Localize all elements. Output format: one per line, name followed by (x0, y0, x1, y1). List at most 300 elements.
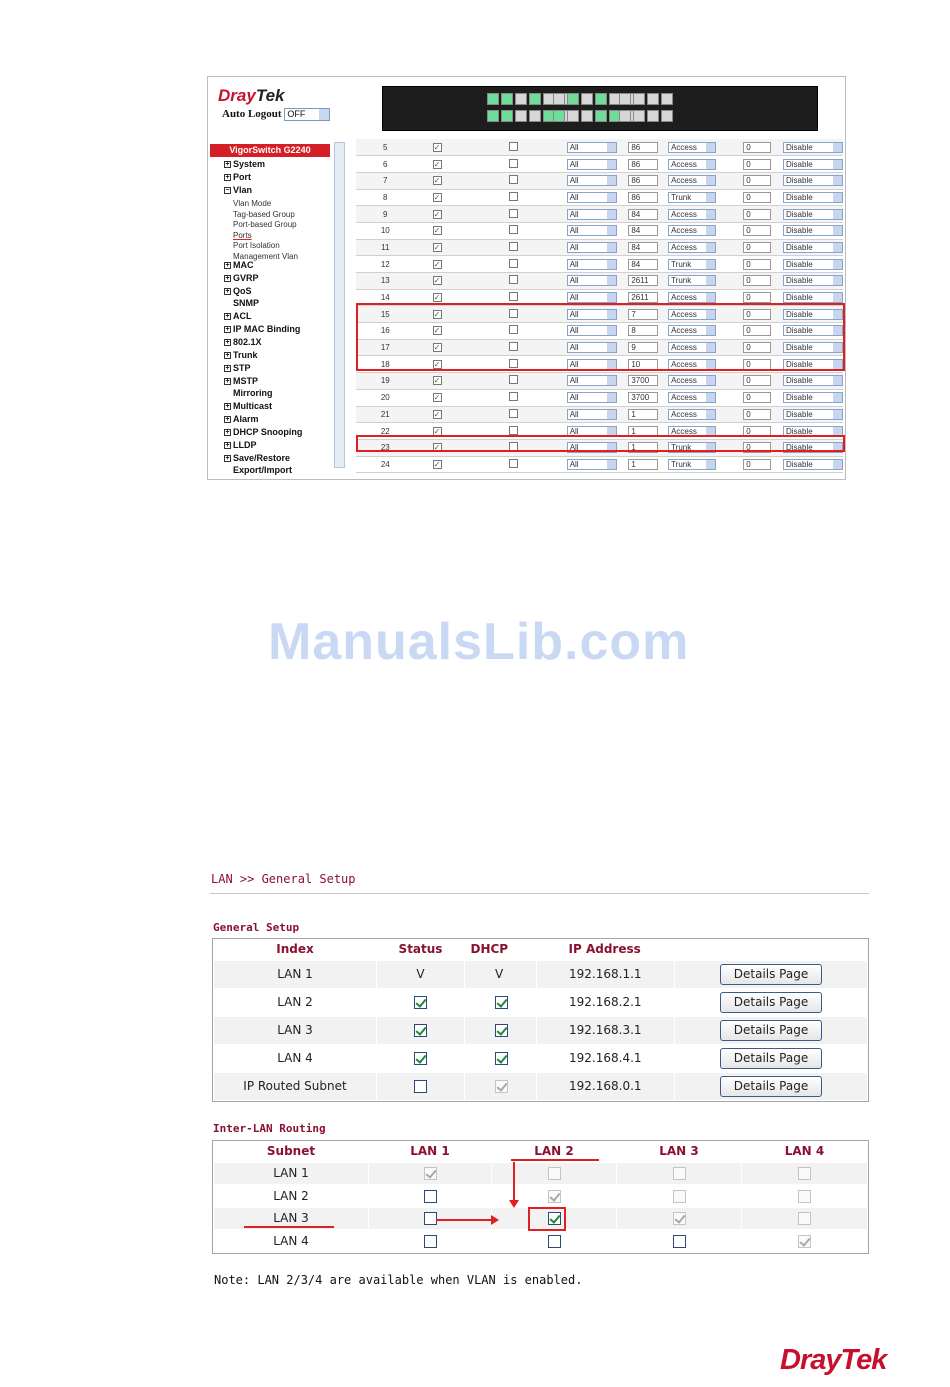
priority-cell (743, 373, 783, 390)
inter-lan-row (214, 1230, 868, 1253)
switch-port-led (661, 93, 673, 105)
vlan-submenu-item[interactable]: Port-based Group (233, 220, 297, 229)
filter-checkbox[interactable] (509, 242, 518, 251)
ingress-checkbox[interactable]: ✓ (433, 459, 441, 469)
qinq-cell (783, 156, 843, 173)
filter-check-cell (460, 206, 567, 223)
accept-frame-select[interactable]: All (567, 259, 617, 270)
ingress-checkbox[interactable]: ✓ (433, 176, 441, 186)
priority-input[interactable]: 0 (743, 275, 771, 286)
menu-item-label: Alarm (233, 414, 259, 424)
port-mode-select[interactable]: Access (668, 159, 716, 170)
port-row (356, 406, 843, 423)
qinq-cell (783, 139, 843, 156)
qinq-select[interactable]: Disable (783, 342, 843, 353)
menu-item[interactable] (224, 350, 258, 360)
accept-frame-select[interactable]: All (567, 142, 617, 153)
filter-checkbox[interactable] (509, 375, 518, 384)
priority-cell (743, 406, 783, 423)
port-mode-select[interactable]: Access (668, 342, 716, 353)
expand-icon: + (225, 442, 230, 450)
port-mode-select[interactable]: Trunk (668, 275, 716, 286)
priority-input[interactable]: 0 (743, 442, 771, 453)
priority-input[interactable]: 0 (743, 175, 771, 186)
pvid-input[interactable]: 8 (628, 325, 658, 336)
priority-input[interactable]: 0 (743, 292, 771, 303)
inter-lan-row (214, 1162, 868, 1185)
accept-frame-select[interactable]: All (567, 359, 617, 370)
title-divider (210, 893, 869, 894)
ingress-checkbox[interactable]: ✓ (433, 443, 441, 453)
details-page-button[interactable]: Details Page (720, 1076, 822, 1097)
filter-checkbox[interactable] (509, 175, 518, 184)
menu-item[interactable] (224, 363, 251, 373)
menu-item[interactable] (224, 337, 262, 347)
auto-logout-select[interactable]: OFF (284, 108, 330, 121)
switch-port-led (501, 93, 513, 105)
filter-checkbox[interactable] (509, 225, 518, 234)
switch-port-led (595, 93, 607, 105)
menu-item[interactable] (224, 427, 302, 437)
filter-check-cell (460, 139, 567, 156)
ingress-checkbox[interactable]: ✓ (433, 343, 441, 353)
priority-input[interactable]: 0 (743, 142, 771, 153)
ip-address: 192.168.1.1 (537, 960, 675, 988)
port-mode-select[interactable]: Access (668, 309, 716, 320)
pvid-input[interactable]: 84 (628, 225, 658, 236)
ingress-checkbox[interactable]: ✓ (433, 426, 441, 436)
switch-port-led (529, 110, 541, 122)
pvid-input[interactable]: 9 (628, 342, 658, 353)
qinq-select[interactable]: Disable (783, 259, 843, 270)
menu-item-label: GVRP (233, 273, 259, 283)
switch-port-led (619, 93, 631, 105)
menu-item[interactable] (224, 376, 258, 386)
underline-lan2-header (511, 1159, 599, 1161)
accept-frame-select[interactable]: All (567, 409, 617, 420)
ingress-checkbox[interactable]: ✓ (433, 159, 441, 169)
ingress-checkbox[interactable]: ✓ (433, 242, 441, 252)
port-number: 20 (356, 389, 415, 406)
pvid-input[interactable]: 2611 (628, 275, 658, 286)
qinq-select[interactable]: Disable (783, 359, 843, 370)
priority-input[interactable]: 0 (743, 342, 771, 353)
filter-checkbox[interactable] (509, 459, 518, 468)
pvid-cell (628, 172, 668, 189)
inter-lan-routing-label: Inter-LAN Routing (213, 1122, 326, 1135)
filter-checkbox[interactable] (509, 259, 518, 268)
accept-cell (567, 222, 629, 239)
ingress-checkbox[interactable]: ✓ (433, 376, 441, 386)
filter-checkbox[interactable] (509, 409, 518, 418)
menu-item[interactable] (224, 286, 252, 296)
checkbox[interactable] (548, 1235, 561, 1248)
menu-item[interactable] (224, 260, 254, 270)
ingress-checkbox[interactable]: ✓ (433, 259, 441, 269)
menu-item-label: MSTP (233, 376, 259, 386)
menu-item-label: Export/Import (233, 465, 293, 475)
filter-check-cell (460, 239, 567, 256)
ip-address: 192.168.2.1 (537, 988, 675, 1016)
filter-checkbox[interactable] (509, 142, 518, 151)
priority-input[interactable]: 0 (743, 359, 771, 370)
menu-item[interactable] (224, 453, 290, 463)
switch-port-led (619, 110, 631, 122)
subnet-label: LAN 4 (214, 1230, 369, 1253)
inter-lan-header: LAN 1 (410, 1144, 450, 1159)
port-mode-select[interactable]: Access (668, 242, 716, 253)
mode-cell (668, 206, 743, 223)
pvid-input[interactable]: 3700 (628, 375, 658, 386)
port-number: 5 (356, 139, 415, 156)
accept-frame-select[interactable]: All (567, 342, 617, 353)
lan-index: LAN 4 (214, 1044, 377, 1072)
subnet-label: LAN 2 (214, 1185, 369, 1208)
port-number: 19 (356, 373, 415, 390)
ip-address: 192.168.0.1 (537, 1072, 675, 1100)
port-mode-select[interactable]: Trunk (668, 192, 716, 203)
lan-index: LAN 2 (214, 988, 377, 1016)
checkbox[interactable] (673, 1235, 686, 1248)
port-mode-select[interactable]: Access (668, 142, 716, 153)
switch-port-led (647, 110, 659, 122)
routing-cell (369, 1185, 492, 1208)
ingress-check-cell (415, 189, 460, 206)
port-mode-select[interactable]: Trunk (668, 459, 716, 470)
qinq-select[interactable]: Disable (783, 242, 843, 253)
filter-check-cell (460, 222, 567, 239)
pvid-cell (628, 206, 668, 223)
menu-item[interactable] (224, 298, 259, 308)
accept-frame-select[interactable]: All (567, 275, 617, 286)
mode-cell (668, 389, 743, 406)
priority-input[interactable]: 0 (743, 459, 771, 470)
menu-item[interactable] (224, 388, 273, 398)
accept-frame-select[interactable]: All (567, 309, 617, 320)
inter-lan-routing-panel (212, 1140, 869, 1254)
mode-cell (668, 373, 743, 390)
qinq-select[interactable]: Disable (783, 426, 843, 437)
checkbox[interactable] (414, 996, 427, 1009)
ingress-check-cell (415, 389, 460, 406)
dhcp-cell (465, 988, 537, 1016)
ingress-checkbox[interactable]: ✓ (433, 309, 441, 319)
accept-cell (567, 373, 629, 390)
details-page-button[interactable]: Details Page (720, 1048, 822, 1069)
port-mode-select[interactable]: Access (668, 375, 716, 386)
ip-address: 192.168.4.1 (537, 1044, 675, 1072)
menu-item[interactable] (224, 185, 252, 195)
vlan-submenu-item[interactable]: Tag-based Group (233, 209, 295, 219)
menu-item[interactable] (224, 414, 259, 424)
qinq-cell (783, 222, 843, 239)
pvid-input[interactable]: 7 (628, 309, 658, 320)
accept-frame-select[interactable]: All (567, 159, 617, 170)
priority-input[interactable]: 0 (743, 192, 771, 203)
menu-item[interactable] (224, 172, 251, 182)
menu-item[interactable] (224, 324, 300, 334)
qinq-cell (783, 239, 843, 256)
pvid-cell (628, 373, 668, 390)
checkbox (798, 1190, 811, 1203)
qinq-select[interactable]: Disable (783, 142, 843, 153)
mode-cell (668, 456, 743, 473)
switch-port-led (553, 93, 565, 105)
priority-cell (743, 206, 783, 223)
checkbox (424, 1167, 437, 1180)
port-number: 18 (356, 356, 415, 373)
qinq-select[interactable]: Disable (783, 175, 843, 186)
expand-icon: + (225, 174, 230, 182)
menu-item[interactable] (224, 273, 259, 283)
port-mode-select[interactable]: Access (668, 325, 716, 336)
priority-input[interactable]: 0 (743, 259, 771, 270)
switch-port-led (567, 93, 579, 105)
pvid-input[interactable]: 86 (628, 142, 658, 153)
port-mode-select[interactable]: Access (668, 392, 716, 403)
checkbox[interactable] (424, 1212, 437, 1225)
ingress-checkbox[interactable]: ✓ (433, 209, 441, 219)
ingress-checkbox[interactable]: ✓ (433, 192, 441, 202)
qinq-select[interactable]: Disable (783, 209, 843, 220)
checkbox[interactable] (495, 1024, 508, 1037)
menu-item[interactable] (224, 401, 272, 411)
pvid-input[interactable]: 84 (628, 209, 658, 220)
qinq-select[interactable]: Disable (783, 309, 843, 320)
switch-port-led (487, 110, 499, 122)
filter-checkbox[interactable] (509, 292, 518, 301)
filter-checkbox[interactable] (509, 192, 518, 201)
accept-frame-select[interactable]: All (567, 442, 617, 453)
pvid-input[interactable]: 86 (628, 159, 658, 170)
priority-input[interactable]: 0 (743, 426, 771, 437)
pvid-cell (628, 189, 668, 206)
routing-cell (617, 1162, 742, 1185)
qinq-select[interactable]: Disable (783, 392, 843, 403)
accept-cell (567, 189, 629, 206)
priority-input[interactable]: 0 (743, 242, 771, 253)
pvid-input[interactable]: 1 (628, 426, 658, 437)
qinq-select[interactable]: Disable (783, 375, 843, 386)
ingress-checkbox[interactable]: ✓ (433, 142, 441, 152)
pvid-input[interactable]: 10 (628, 359, 658, 370)
priority-input[interactable]: 0 (743, 159, 771, 170)
checkbox[interactable] (424, 1235, 437, 1248)
checkbox[interactable] (495, 996, 508, 1009)
ingress-check-cell (415, 373, 460, 390)
menu-item-label: MAC (233, 260, 254, 270)
draytek-footer-logo: DrayTek (780, 1344, 887, 1376)
qinq-cell (783, 373, 843, 390)
ingress-check-cell (415, 156, 460, 173)
ingress-checkbox[interactable]: ✓ (433, 293, 441, 303)
qinq-select[interactable]: Disable (783, 459, 843, 470)
accept-frame-select[interactable]: All (567, 175, 617, 186)
menu-item-label: STP (233, 363, 251, 373)
menu-item[interactable] (224, 465, 292, 475)
accept-frame-select[interactable]: All (567, 426, 617, 437)
details-page-button[interactable]: Details Page (720, 992, 822, 1013)
expand-icon: + (225, 378, 230, 386)
qinq-select[interactable]: Disable (783, 159, 843, 170)
port-number: 21 (356, 406, 415, 423)
accept-frame-select[interactable]: All (567, 292, 617, 303)
switch-front-panel-image (382, 86, 818, 131)
port-number: 12 (356, 256, 415, 273)
checkbox[interactable] (414, 1024, 427, 1037)
accept-frame-select[interactable]: All (567, 192, 617, 203)
accept-frame-select[interactable]: All (567, 375, 617, 386)
ingress-checkbox[interactable]: ✓ (433, 409, 441, 419)
dhcp-cell (465, 1016, 537, 1044)
accept-frame-select[interactable]: All (567, 325, 617, 336)
port-number: 14 (356, 289, 415, 306)
menu-item-label: DHCP Snooping (233, 427, 303, 437)
ingress-checkbox[interactable]: ✓ (433, 359, 441, 369)
ingress-check-cell (415, 239, 460, 256)
expand-icon: − (225, 187, 230, 195)
filter-checkbox[interactable] (509, 392, 518, 401)
pvid-input[interactable]: 84 (628, 259, 658, 270)
details-page-button[interactable]: Details Page (720, 964, 822, 985)
checkbox[interactable] (424, 1190, 437, 1203)
qinq-cell (783, 189, 843, 206)
priority-input[interactable]: 0 (743, 392, 771, 403)
mode-cell (668, 156, 743, 173)
port-row (356, 239, 843, 256)
qinq-select[interactable]: Disable (783, 192, 843, 203)
pvid-input[interactable]: 2611 (628, 292, 658, 303)
priority-cell (743, 239, 783, 256)
menu-item[interactable] (224, 440, 257, 450)
accept-frame-select[interactable]: All (567, 242, 617, 253)
qinq-select[interactable]: Disable (783, 409, 843, 420)
menu-item-label: QoS (233, 286, 252, 296)
port-mode-select[interactable]: Trunk (668, 442, 716, 453)
checkbox[interactable] (414, 1080, 427, 1093)
qinq-select[interactable]: Disable (783, 442, 843, 453)
vlan-submenu-item[interactable]: Vlan Mode (233, 199, 272, 208)
port-mode-select[interactable]: Trunk (668, 259, 716, 270)
port-number: 15 (356, 306, 415, 323)
accept-frame-select[interactable]: All (567, 459, 617, 470)
filter-checkbox[interactable] (509, 159, 518, 168)
highlight-lan3-lan2-checkbox (528, 1207, 566, 1231)
dhcp-cell (465, 960, 537, 988)
filter-checkbox[interactable] (509, 209, 518, 218)
accept-frame-select[interactable]: All (567, 209, 617, 220)
accept-cell (567, 139, 629, 156)
pvid-cell (628, 156, 668, 173)
expand-icon: + (225, 429, 230, 437)
checkbox[interactable] (495, 1052, 508, 1065)
checkbox[interactable] (414, 1052, 427, 1065)
port-mode-select[interactable]: Access (668, 225, 716, 236)
port-row (356, 189, 843, 206)
menu-item-label: IP MAC Binding (233, 324, 301, 334)
pvid-input[interactable]: 3700 (628, 392, 658, 403)
pvid-input[interactable]: 84 (628, 242, 658, 253)
pvid-input[interactable]: 86 (628, 175, 658, 186)
port-mode-select[interactable]: Access (668, 209, 716, 220)
filter-checkbox[interactable] (509, 275, 518, 284)
port-mode-select[interactable]: Access (668, 175, 716, 186)
priority-input[interactable]: 0 (743, 225, 771, 236)
details-page-button[interactable]: Details Page (720, 1020, 822, 1041)
ingress-checkbox[interactable]: ✓ (433, 393, 441, 403)
port-mode-select[interactable]: Access (668, 292, 716, 303)
switch-port-led (515, 110, 527, 122)
vlan-submenu-item[interactable]: Ports (233, 230, 252, 240)
filter-check-cell (460, 373, 567, 390)
routing-cell (617, 1230, 742, 1253)
pvid-input[interactable]: 1 (628, 409, 658, 420)
ingress-checkbox[interactable]: ✓ (433, 226, 441, 236)
menu-item-label: Save/Restore (233, 453, 291, 463)
expand-icon: + (225, 339, 230, 347)
qinq-select[interactable]: Disable (783, 325, 843, 336)
mode-cell (668, 172, 743, 189)
static-check-mark: V (495, 967, 504, 981)
switch-port-led (501, 110, 513, 122)
switch-port-led (633, 110, 645, 122)
menu-item[interactable] (224, 159, 265, 169)
sidebar-scrollbar[interactable] (334, 142, 345, 468)
port-mode-select[interactable]: Access (668, 426, 716, 437)
accept-frame-select[interactable]: All (567, 392, 617, 403)
pvid-input[interactable]: 1 (628, 442, 658, 453)
qinq-select[interactable]: Disable (783, 225, 843, 236)
routing-cell (617, 1207, 742, 1230)
ingress-checkbox[interactable]: ✓ (433, 276, 441, 286)
ingress-checkbox[interactable]: ✓ (433, 326, 441, 336)
menu-item-label: ACL (233, 311, 252, 321)
vlan-submenu-item[interactable]: Port Isolation (233, 241, 280, 250)
priority-input[interactable]: 0 (743, 309, 771, 320)
expand-icon: + (225, 313, 230, 321)
qinq-select[interactable]: Disable (783, 292, 843, 303)
checkbox (798, 1235, 811, 1248)
pvid-input[interactable]: 86 (628, 192, 658, 203)
menu-item-label: 802.1X (233, 337, 262, 347)
general-setup-panel (212, 938, 869, 1102)
switch-port-led (567, 110, 579, 122)
header-blank (675, 939, 868, 960)
priority-input[interactable]: 0 (743, 325, 771, 336)
filter-checkbox[interactable] (509, 426, 518, 435)
accept-frame-select[interactable]: All (567, 225, 617, 236)
priority-input[interactable]: 0 (743, 375, 771, 386)
priority-input[interactable]: 0 (743, 209, 771, 220)
menu-item[interactable] (224, 311, 252, 321)
port-number: 22 (356, 423, 415, 440)
expand-icon: + (225, 275, 230, 283)
accept-cell (567, 239, 629, 256)
routing-cell (369, 1230, 492, 1253)
qinq-select[interactable]: Disable (783, 275, 843, 286)
menu-item-label: Multicast (233, 401, 273, 411)
highlight-port-23 (356, 435, 845, 452)
port-row (356, 172, 843, 189)
port-mode-select[interactable]: Access (668, 409, 716, 420)
qinq-cell (783, 256, 843, 273)
switch-port-led (529, 93, 541, 105)
priority-input[interactable]: 0 (743, 409, 771, 420)
port-mode-select[interactable]: Access (668, 359, 716, 370)
vlan-submenu-item[interactable]: Management Vlan (233, 251, 298, 261)
inter-lan-header: LAN 3 (659, 1144, 699, 1159)
pvid-input[interactable]: 1 (628, 459, 658, 470)
